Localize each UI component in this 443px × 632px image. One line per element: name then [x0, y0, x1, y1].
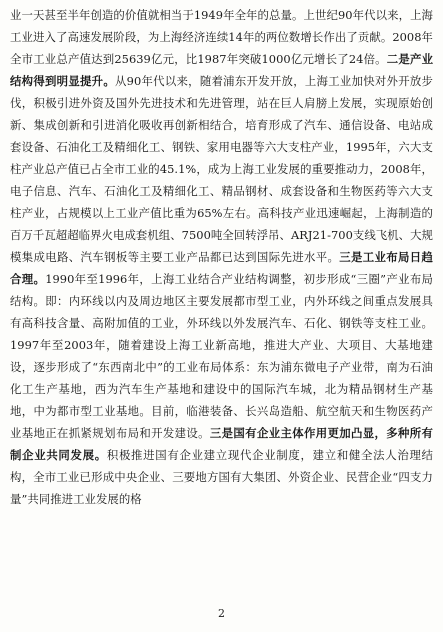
- body-text: [10, 4, 433, 510]
- paragraph: [10, 4, 433, 510]
- text-run: 1990年至1996年，上海工业结合产业结构调整，初步形成“三圈”产业布局结构。即：内环线以内及周边地区主要发展都市型工业，内外环线之间重点发展具有高科技含量、高附加值的工业，外环线以外发展汽车、石化、钢铁等支柱工业。1997年至2003年，随着建设上海工业新高地，推进大产业、大项目、大基地建设，逐步形成了“东西南北中”的工业布局体系：东为浦东微电子产业带，南为石油化工生产基地，西为汽车生产基地和建设中的国际汽车城，北为精品钢材生产基地，中为都市型工业基地。目前，临港装备、长兴岛造船、航空航天和生物医药产业基地正在抓紧规划布局和开发建设。: [10, 272, 433, 440]
- section-heading: 二是产业结构得到明显提升。: [10, 52, 434, 88]
- section-heading: 三是工业布局日趋合理。: [10, 250, 434, 286]
- text-run: 积极推进国有企业建立现代企业制度，建立和健全法人治理结构，全市工业已形成中央企业、三要地方国有大集团、外资企业、民营企业“四支力量”共同推进工业发展的格: [10, 448, 433, 506]
- text-run: 从90年代以来，随着浦东开发开放，上海工业加快对外开放步伐，积极引进外资及国外先进技术和先进管理，站在巨人肩膀上发展，实现原始创新、集成创新和引进消化吸收再创新相结合，培育形成了汽车、通信设备、电站成套设备、石油化工及精细化工、钢铁、家用电器等六大支柱产业，1995年，六大支柱产业总产值已占全市工业的45.1%，成为上海工业发展的重要推动力，2008年，电子信息、汽车、石油化工及精细化工、精品钢材、成套设备和生物医药等六大支柱产业，占规模以上工业产值比重为65%左右。高科技产业迅速崛起，上海制造的百万千瓦超超临界火电成套机组、7500吨全回转浮吊、ARJ21-700支线飞机、大规模集成电路、汽车钢板等主要工业产品都已达到国际先进水平。: [10, 74, 433, 264]
- text-run: 业一天甚至半年创造的价值就相当于1949年全年的总量。上世纪90年代以来，上海工业进入了高速发展阶段，为上海经济连续14年的两位数增长作出了贡献。2008年全市工业总产值达到25639亿元，比1987年突破1000亿元增长了24倍。: [10, 8, 433, 66]
- page-number: 2: [218, 607, 225, 620]
- section-heading: 三是国有企业主体作用更加凸显，多种所有制企业共同发展。: [10, 426, 434, 462]
